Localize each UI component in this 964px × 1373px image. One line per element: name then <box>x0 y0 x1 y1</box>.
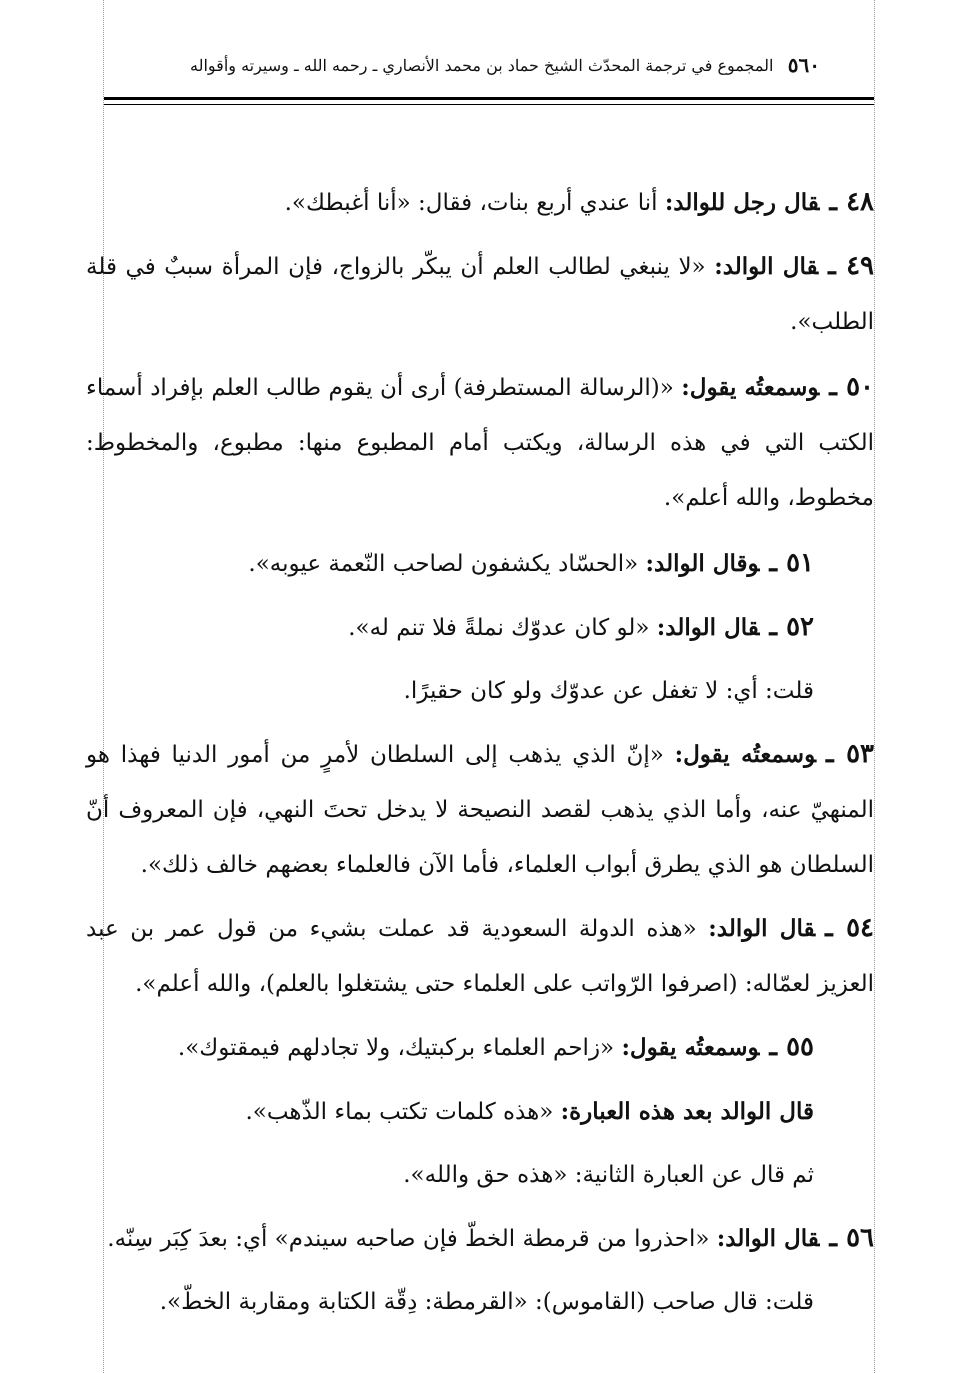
entry-number: ٤٩ ـ <box>828 251 874 281</box>
entry-number: ٤٨ ـ <box>829 187 874 217</box>
note-text: ثم قال عن العبارة الثانية: «هذه حق والله». <box>403 1162 814 1188</box>
entry-49 <box>86 239 874 350</box>
entry-text: «هذه كلمات تكتب بماء الذّهب». <box>245 1099 561 1125</box>
entry-lead: قال الوالد بعد هذه العبارة: <box>560 1098 814 1125</box>
entry-lead: قال الوالد: <box>714 253 819 280</box>
entry-text: أنا عندي أربع بنات، فقال: «أنا أغبطك». <box>284 190 665 216</box>
entry-50 <box>86 360 874 526</box>
entry-lead: وسمعتُه يقول: <box>621 1034 760 1061</box>
entry-lead: قال رجل للوالد: <box>664 189 820 216</box>
entry-number: ٥١ ـ <box>769 548 814 578</box>
entry-text: «لا ينبغي لطالب العلم أن يبكّر بالزواج، فإن المرأة سببٌ في قلة الطلب». <box>86 254 874 335</box>
entry-53 <box>86 727 874 893</box>
entry-text: «زاحم العلماء بركبتيك، ولا تجادلهم فيمقتوك». <box>177 1035 622 1061</box>
entry-number: ٥٦ ـ <box>829 1223 874 1253</box>
entry-text: «إنّ الذي يذهب إلى السلطان لأمرٍ من أمور الدنيا فهذا هو المنهيّ عنه، وأما الذي يذهب لقصد النصيحة لا يدخل تحتَ النهي، فإن المعروف أنّ السلطان هو الذي يطرق أبواب العلماء، فأما الآن فالعلماء بعضهم خالف ذلك». <box>86 742 874 878</box>
entry-lead: وسمعتُه يقول: <box>674 741 816 768</box>
note-text: قلت: قال صاحب (القاموس): «القرمطة: دِقّة الكتابة ومقاربة الخطّ». <box>159 1289 814 1315</box>
entry-lead: قال الوالد: <box>708 915 816 942</box>
note-55b <box>86 1148 874 1203</box>
header-rule-thin <box>104 104 874 105</box>
entry-lead: قال الوالد: <box>716 1225 820 1252</box>
page-body <box>86 175 874 1330</box>
note-52 <box>86 664 874 719</box>
note-55a <box>86 1084 874 1140</box>
entry-52 <box>86 600 874 656</box>
running-header <box>190 50 820 80</box>
running-title: المجموع في ترجمة المحدّث الشيخ حماد بن محمد الأنصاري ـ رحمه الله ـ وسيرته وأقواله <box>190 55 774 75</box>
entry-text: «لو كان عدوّك نملةً فلا تنم له». <box>348 615 657 641</box>
entry-number: ٥٢ ـ <box>769 612 814 642</box>
entry-54 <box>86 901 874 1012</box>
entry-lead: وقال الوالد: <box>645 550 760 577</box>
entry-number: ٥٤ ـ <box>825 913 874 943</box>
entry-48 <box>86 175 874 231</box>
entry-51 <box>86 536 874 592</box>
entry-lead: قال الوالد: <box>656 614 760 641</box>
margin-guide-line <box>874 0 875 1373</box>
entry-text: «احذروا من قرمطة الخطّ فإن صاحبه سيندم» أي: بعدَ كِبَر سِنّه. <box>107 1226 717 1252</box>
entry-lead: وسمعتُه يقول: <box>681 374 820 401</box>
note-56 <box>86 1275 874 1330</box>
entry-text: «الحسّاد يكشفون لصاحب النّعمة عيوبه». <box>248 551 646 577</box>
entry-text: «هذه الدولة السعودية قد عملت بشيء من قول عمر بن عبد العزيز لعمّاله: (اصرفوا الرّواتب على العلماء حتى يشتغلوا بالعلم)، والله أعلم». <box>86 916 874 997</box>
entry-56 <box>86 1211 874 1267</box>
entry-number: ٥٣ ـ <box>825 739 874 769</box>
entry-number: ٥٥ ـ <box>769 1032 814 1062</box>
entry-number: ٥٠ ـ <box>829 372 875 402</box>
entry-text: «(الرسالة المستطرفة) أرى أن يقوم طالب العلم بإفراد أسماء الكتب التي في هذه الرسالة، ويكتب أمام المطبوع منها: مطبوع، والمخطوط: مخطوط، والله أعلم». <box>86 375 874 511</box>
page-number: ٥٦٠ <box>787 53 820 77</box>
header-rule-thick <box>104 97 874 100</box>
entry-55 <box>86 1020 874 1076</box>
note-text: قلت: أي: لا تغفل عن عدوّك ولو كان حقيرًا. <box>403 678 814 704</box>
